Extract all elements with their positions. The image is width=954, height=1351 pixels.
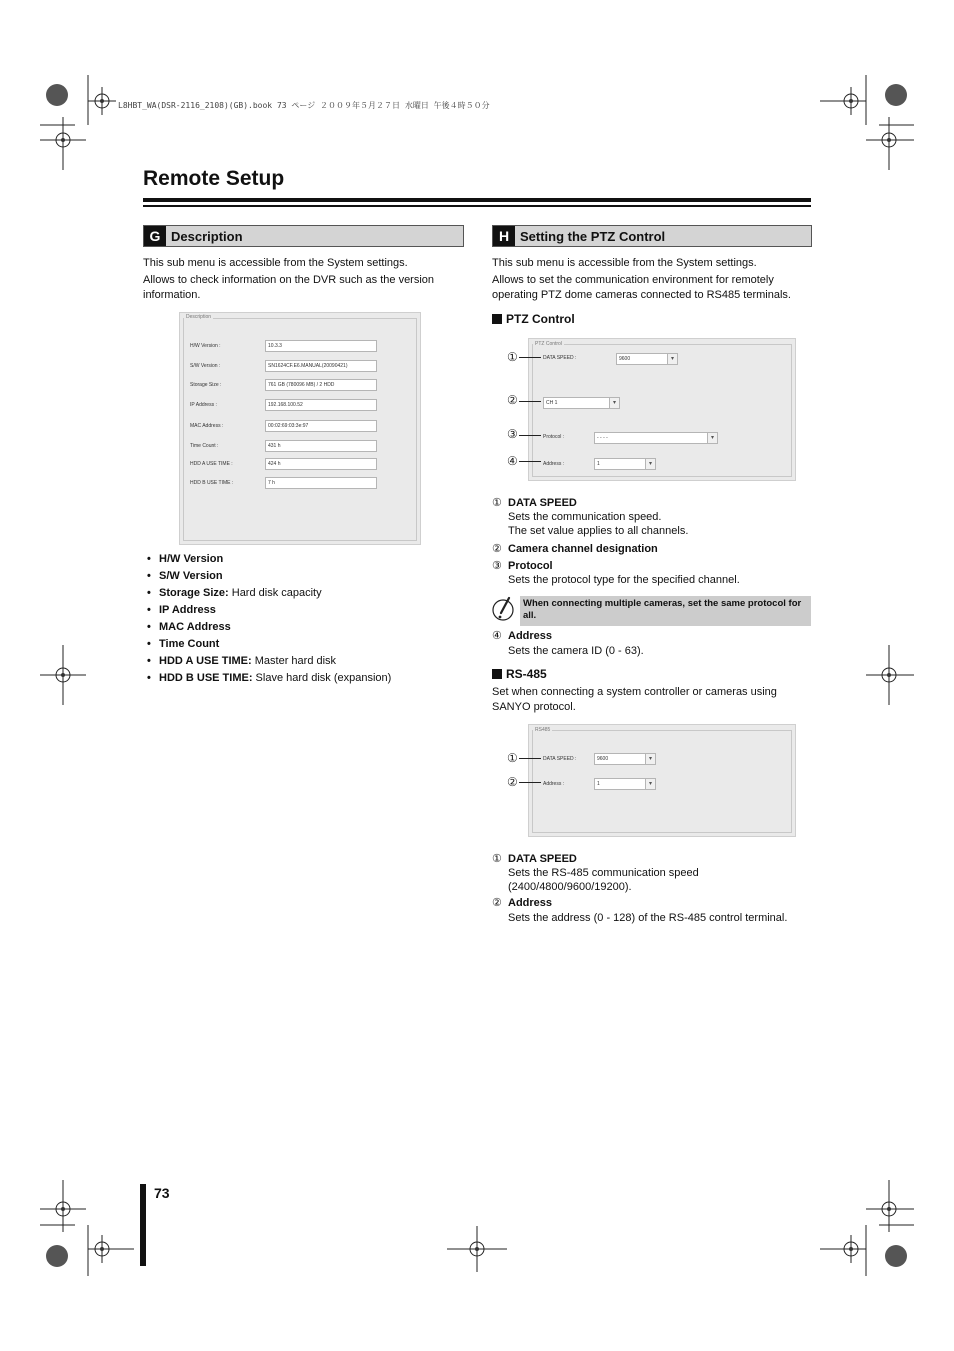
- bullet-term: IP Address: [159, 604, 216, 616]
- section-g-letter: G: [144, 226, 166, 246]
- section-g-bullet-item: [144, 636, 465, 653]
- note-text: When connecting multiple cameras, set the same protocol for all.: [523, 598, 802, 621]
- rs485-heading: [492, 667, 547, 681]
- ptz-callout-1: ①: [507, 350, 518, 364]
- page-title: Remote Setup: [143, 167, 285, 190]
- description-row-label: Storage Size :: [190, 382, 222, 388]
- section-g-bullet-item: [144, 670, 465, 687]
- description-row-value: 761 GB (780096 MB) / 2 HDD: [265, 379, 377, 391]
- description-screenshot-legend: Description: [186, 314, 212, 320]
- section-h-header: [492, 225, 812, 247]
- bullet-term: Storage Size:: [159, 587, 229, 599]
- description-row-value: 192.168.100.52: [265, 399, 377, 411]
- ptz-item-4-title: Address: [508, 630, 553, 642]
- rs485-callout-2: ②: [507, 775, 518, 789]
- rs485-data-speed-label: DATA SPEED :: [543, 756, 577, 762]
- rs485-callout-1: ①: [507, 751, 518, 765]
- bullet-description: Master hard disk: [251, 655, 337, 667]
- description-row-value: 7 h: [265, 477, 377, 489]
- ptz-callout-1-line: [519, 357, 541, 358]
- chevron-down-icon: ▾: [645, 459, 655, 469]
- ptz-data-speed-select[interactable]: 9600 ▾: [616, 353, 678, 365]
- section-g-intro-2: Allows to check information on the DVR such as the version information.: [143, 274, 435, 301]
- title-rule-thin: [143, 205, 811, 207]
- section-h-title: Setting the PTZ Control: [520, 229, 666, 244]
- ptz-address-label: Address :: [543, 461, 565, 467]
- ptz-channel-select[interactable]: CH 1 ▾: [543, 397, 620, 409]
- title-rule-thick: [143, 198, 811, 202]
- section-g-header: [143, 225, 464, 247]
- section-g-title: Description: [171, 229, 243, 244]
- ptz-address-select[interactable]: 1 ▾: [594, 458, 656, 470]
- section-g-bullet-item: [144, 551, 465, 568]
- ptz-item-1-text-2: The set value applies to all channels.: [508, 525, 689, 537]
- ptz-protocol-label: Protocol :: [543, 434, 565, 440]
- ptz-protocol-select[interactable]: - - - - ▾: [594, 432, 718, 444]
- rs485-callout-1-line: [519, 758, 541, 759]
- bullet-term: MAC Address: [159, 621, 231, 633]
- chevron-down-icon: ▾: [645, 779, 655, 789]
- rs485-item-1-text-1: Sets the RS-485 communication speed (2400/4800/9600/19200).: [508, 867, 699, 893]
- rs485-callout-2-line: [519, 782, 541, 783]
- description-row-value: 424 h: [265, 458, 377, 470]
- bullet-description: Hard disk capacity: [228, 587, 322, 599]
- rs485-heading-text: RS-485: [506, 667, 547, 681]
- chevron-down-icon: ▾: [609, 398, 619, 408]
- ptz-data-speed-label: DATA SPEED :: [543, 355, 577, 361]
- description-row-label: H/W Version :: [190, 343, 221, 349]
- ptz-callout-3: ③: [507, 427, 518, 441]
- bullet-term: Time Count: [159, 638, 220, 650]
- ptz-callout-2: ②: [507, 393, 518, 407]
- rs485-item-2-title: Address: [508, 897, 553, 909]
- section-g-bullet-list: [144, 551, 465, 687]
- description-row-label: Time Count :: [190, 443, 219, 449]
- description-row-value: 10.3.3: [265, 340, 377, 352]
- section-g-bullet-item: [144, 602, 465, 619]
- rs485-screenshot: [528, 724, 796, 837]
- rs485-item-2-text-1: Sets the address (0 - 128) of the RS-485 control terminal.: [508, 912, 788, 924]
- chevron-down-icon: ▾: [667, 354, 677, 364]
- ptz-control-heading: [492, 312, 575, 326]
- description-row-label: HDD B USE TIME :: [190, 480, 234, 486]
- section-g-bullet-item: [144, 585, 465, 602]
- ptz-item-1: ① DATA SPEED Sets the communication speed. The set value applies to all channels.: [492, 496, 812, 538]
- bullet-term: H/W Version: [159, 553, 224, 565]
- page-number: 73: [154, 1185, 170, 1201]
- ptz-control-heading-text: PTZ Control: [506, 312, 575, 326]
- rs485-item-2: ② Address Sets the address (0 - 128) of the RS-485 control terminal.: [492, 896, 812, 925]
- section-g-bullet-item: [144, 568, 465, 585]
- ptz-item-1-text-1: Sets the communication speed.: [508, 511, 662, 523]
- ptz-item-3: ③ Protocol Sets the protocol type for the specified channel.: [492, 559, 812, 587]
- bullet-term: S/W Version: [159, 570, 223, 582]
- ptz-item-3-text-1: Sets the protocol type for the specified channel.: [508, 574, 740, 586]
- print-header: L8HBT_WA(DSR-2116_2108)(GB).book 73 ページ ２００９年５月２７日 水曜日 午後４時５０分: [118, 101, 490, 110]
- description-row-label: S/W Version :: [190, 363, 221, 369]
- description-row-value: 00:02:69:03:3e:97: [265, 420, 377, 432]
- ptz-item-3-title: Protocol: [508, 560, 553, 572]
- ptz-callout-2-line: [519, 401, 541, 402]
- square-bullet-icon: [492, 669, 502, 679]
- description-row-value: SN1624CF.E6.MANUAL(20090421): [265, 360, 377, 372]
- ptz-item-4: ④ Address Sets the camera ID (0 - 63).: [492, 629, 812, 658]
- rs485-intro: Set when connecting a system controller or cameras using SANYO protocol.: [492, 686, 777, 713]
- ptz-screenshot-legend: PTZ Control: [535, 341, 562, 347]
- ptz-item-1-title: DATA SPEED: [508, 497, 577, 509]
- section-h-intro-2: Allows to set the communication environment for remotely operating PTZ dome cameras connected to RS485 terminals.: [492, 274, 791, 301]
- description-row-value: 431 h: [265, 440, 377, 452]
- rs485-item-1-title: DATA SPEED: [508, 853, 577, 865]
- ptz-item-2: ② Camera channel designation: [492, 542, 812, 556]
- section-g-intro-1: This sub menu is accessible from the System settings.: [143, 257, 408, 269]
- section-h-intro-1: This sub menu is accessible from the System settings.: [492, 257, 757, 269]
- chevron-down-icon: ▾: [645, 754, 655, 764]
- chevron-down-icon: ▾: [707, 433, 717, 443]
- page-number-bar: [140, 1184, 146, 1266]
- description-row-label: IP Address :: [190, 402, 217, 408]
- section-g-bullet-item: [144, 653, 465, 670]
- rs485-address-select[interactable]: 1 ▾: [594, 778, 656, 790]
- rs485-data-speed-select[interactable]: 9600 ▾: [594, 753, 656, 765]
- rs485-address-label: Address :: [543, 781, 565, 787]
- section-g-bullet-item: [144, 619, 465, 636]
- section-h-letter: H: [493, 226, 515, 246]
- ptz-item-2-title: Camera channel designation: [508, 543, 658, 555]
- rs485-screenshot-legend: RS485: [535, 727, 551, 733]
- description-screenshot: [179, 312, 421, 545]
- rs485-item-1: ① DATA SPEED Sets the RS-485 communication speed (2400/4800/9600/19200).: [492, 852, 812, 894]
- description-row-label: MAC Address :: [190, 423, 224, 429]
- ptz-callout-4: ④: [507, 454, 518, 468]
- bullet-description: Slave hard disk (expansion): [252, 672, 392, 684]
- ptz-callout-3-line: [519, 435, 541, 436]
- description-row-label: HDD A USE TIME :: [190, 461, 233, 467]
- ptz-control-screenshot: [528, 338, 796, 481]
- bullet-term: HDD A USE TIME:: [159, 655, 252, 667]
- note-box: [520, 596, 811, 626]
- ptz-callout-4-line: [519, 461, 541, 462]
- square-bullet-icon: [492, 314, 502, 324]
- bullet-term: HDD B USE TIME:: [159, 672, 253, 684]
- ptz-item-4-text-1: Sets the camera ID (0 - 63).: [508, 645, 644, 657]
- note-icon: [492, 596, 516, 622]
